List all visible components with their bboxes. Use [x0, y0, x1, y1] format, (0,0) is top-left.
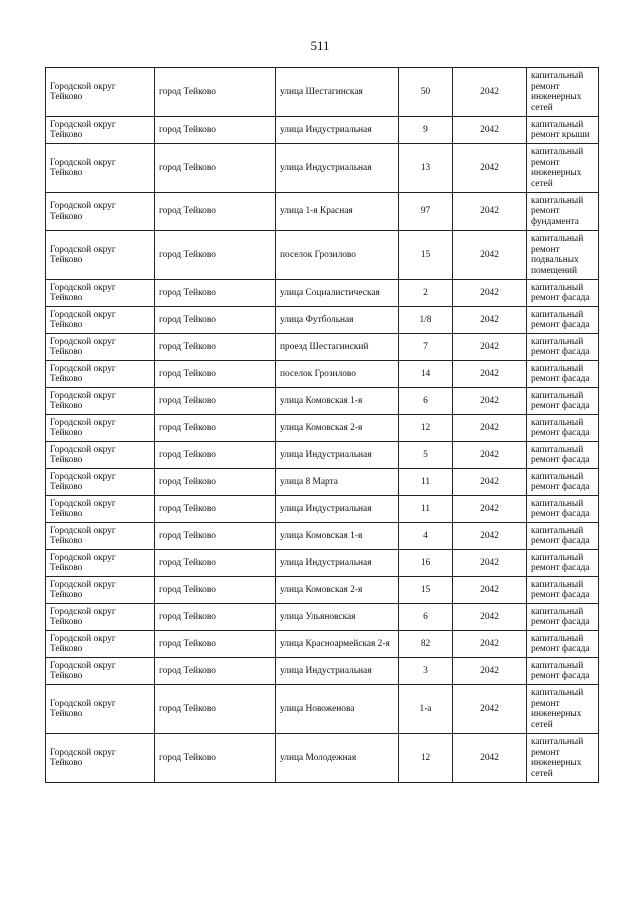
house-cell: 6	[399, 604, 453, 631]
city-cell: город Тейково	[155, 577, 276, 604]
year-cell: 2042	[453, 280, 527, 307]
table-row	[46, 442, 599, 469]
city-cell: город Тейково	[155, 231, 276, 280]
street-cell: улица Индустриальная	[276, 117, 399, 144]
year-cell: 2042	[453, 117, 527, 144]
work-cell: капитальный ремонт фасада	[527, 415, 599, 442]
city-cell: город Тейково	[155, 361, 276, 388]
okrug-cell: Городской округ Тейково	[46, 550, 155, 577]
city-cell: город Тейково	[155, 388, 276, 415]
okrug-cell: Городской округ Тейково	[46, 685, 155, 734]
house-cell: 1/8	[399, 307, 453, 334]
year-cell: 2042	[453, 442, 527, 469]
house-cell: 97	[399, 193, 453, 231]
year-cell: 2042	[453, 361, 527, 388]
house-cell: 16	[399, 550, 453, 577]
city-cell: город Тейково	[155, 280, 276, 307]
okrug-cell: Городской округ Тейково	[46, 334, 155, 361]
street-cell: улица Футбольная	[276, 307, 399, 334]
year-cell: 2042	[453, 734, 527, 783]
registry-table	[45, 67, 599, 783]
year-cell: 2042	[453, 631, 527, 658]
house-cell: 7	[399, 334, 453, 361]
table-row	[46, 144, 599, 193]
city-cell: город Тейково	[155, 734, 276, 783]
house-cell: 82	[399, 631, 453, 658]
okrug-cell: Городской округ Тейково	[46, 496, 155, 523]
street-cell: улица Ульяновская	[276, 604, 399, 631]
work-cell: капитальный ремонт фасада	[527, 307, 599, 334]
house-cell: 50	[399, 68, 453, 117]
work-cell: капитальный ремонт инженерных сетей	[527, 144, 599, 193]
table-row	[46, 280, 599, 307]
street-cell: улица Индустриальная	[276, 658, 399, 685]
city-cell: город Тейково	[155, 604, 276, 631]
street-cell: поселок Грозилово	[276, 361, 399, 388]
okrug-cell: Городской округ Тейково	[46, 469, 155, 496]
work-cell: капитальный ремонт фасада	[527, 658, 599, 685]
house-cell: 12	[399, 415, 453, 442]
work-cell: капитальный ремонт инженерных сетей	[527, 734, 599, 783]
work-cell: капитальный ремонт фасада	[527, 577, 599, 604]
table-row	[46, 334, 599, 361]
street-cell: улица Шестагинская	[276, 68, 399, 117]
table-row	[46, 604, 599, 631]
city-cell: город Тейково	[155, 658, 276, 685]
street-cell: улица 8 Марта	[276, 469, 399, 496]
house-cell: 2	[399, 280, 453, 307]
street-cell: улица Индустриальная	[276, 550, 399, 577]
page-number: 511	[310, 38, 330, 53]
work-cell: капитальный ремонт фасада	[527, 361, 599, 388]
table-row	[46, 496, 599, 523]
okrug-cell: Городской округ Тейково	[46, 631, 155, 658]
house-cell: 15	[399, 231, 453, 280]
okrug-cell: Городской округ Тейково	[46, 388, 155, 415]
okrug-cell: Городской округ Тейково	[46, 658, 155, 685]
table-row	[46, 388, 599, 415]
work-cell: капитальный ремонт фасада	[527, 550, 599, 577]
street-cell: улица Индустриальная	[276, 144, 399, 193]
house-cell: 9	[399, 117, 453, 144]
table-row	[46, 734, 599, 783]
house-cell: 13	[399, 144, 453, 193]
street-cell: поселок Грозилово	[276, 231, 399, 280]
house-cell: 11	[399, 469, 453, 496]
street-cell: улица Комовская 2-я	[276, 577, 399, 604]
okrug-cell: Городской округ Тейково	[46, 523, 155, 550]
street-cell: проезд Шестагинский	[276, 334, 399, 361]
year-cell: 2042	[453, 231, 527, 280]
okrug-cell: Городской округ Тейково	[46, 442, 155, 469]
work-cell: капитальный ремонт фасада	[527, 523, 599, 550]
okrug-cell: Городской округ Тейково	[46, 117, 155, 144]
city-cell: город Тейково	[155, 307, 276, 334]
house-cell: 3	[399, 658, 453, 685]
work-cell: капитальный ремонт фасада	[527, 334, 599, 361]
work-cell: капитальный ремонт фасада	[527, 631, 599, 658]
work-cell: капитальный ремонт фасада	[527, 496, 599, 523]
table-row	[46, 469, 599, 496]
okrug-cell: Городской округ Тейково	[46, 577, 155, 604]
house-cell: 4	[399, 523, 453, 550]
year-cell: 2042	[453, 658, 527, 685]
year-cell: 2042	[453, 496, 527, 523]
city-cell: город Тейково	[155, 685, 276, 734]
year-cell: 2042	[453, 604, 527, 631]
table-row	[46, 117, 599, 144]
house-cell: 1-а	[399, 685, 453, 734]
city-cell: город Тейково	[155, 523, 276, 550]
year-cell: 2042	[453, 577, 527, 604]
okrug-cell: Городской округ Тейково	[46, 231, 155, 280]
house-cell: 15	[399, 577, 453, 604]
year-cell: 2042	[453, 685, 527, 734]
street-cell: улица 1-я Красная	[276, 193, 399, 231]
table-row	[46, 550, 599, 577]
street-cell: улица Комовская 2-я	[276, 415, 399, 442]
house-cell: 12	[399, 734, 453, 783]
year-cell: 2042	[453, 388, 527, 415]
year-cell: 2042	[453, 307, 527, 334]
city-cell: город Тейково	[155, 442, 276, 469]
work-cell: капитальный ремонт фундамента	[527, 193, 599, 231]
okrug-cell: Городской округ Тейково	[46, 280, 155, 307]
city-cell: город Тейково	[155, 144, 276, 193]
street-cell: улица Молодежная	[276, 734, 399, 783]
street-cell: улица Индустриальная	[276, 496, 399, 523]
year-cell: 2042	[453, 144, 527, 193]
year-cell: 2042	[453, 469, 527, 496]
street-cell: улица Новоженова	[276, 685, 399, 734]
house-cell: 11	[399, 496, 453, 523]
work-cell: капитальный ремонт фасада	[527, 604, 599, 631]
street-cell: улица Комовская 1-я	[276, 523, 399, 550]
okrug-cell: Городской округ Тейково	[46, 361, 155, 388]
year-cell: 2042	[453, 68, 527, 117]
city-cell: город Тейково	[155, 496, 276, 523]
table-row	[46, 577, 599, 604]
okrug-cell: Городской округ Тейково	[46, 68, 155, 117]
okrug-cell: Городской округ Тейково	[46, 734, 155, 783]
street-cell: улица Индустриальная	[276, 442, 399, 469]
table-row	[46, 631, 599, 658]
table-row	[46, 658, 599, 685]
city-cell: город Тейково	[155, 415, 276, 442]
work-cell: капитальный ремонт фасада	[527, 388, 599, 415]
work-cell: капитальный ремонт фасада	[527, 469, 599, 496]
work-cell: капитальный ремонт подвальных помещений	[527, 231, 599, 280]
street-cell: улица Комовская 1-я	[276, 388, 399, 415]
table-row	[46, 415, 599, 442]
okrug-cell: Городской округ Тейково	[46, 604, 155, 631]
year-cell: 2042	[453, 523, 527, 550]
table-row	[46, 307, 599, 334]
city-cell: город Тейково	[155, 193, 276, 231]
year-cell: 2042	[453, 193, 527, 231]
city-cell: город Тейково	[155, 469, 276, 496]
house-cell: 5	[399, 442, 453, 469]
okrug-cell: Городской округ Тейково	[46, 144, 155, 193]
table-row	[46, 685, 599, 734]
table-row	[46, 68, 599, 117]
okrug-cell: Городской округ Тейково	[46, 193, 155, 231]
street-cell: улица Социалистическая	[276, 280, 399, 307]
work-cell: капитальный ремонт фасада	[527, 280, 599, 307]
city-cell: город Тейково	[155, 334, 276, 361]
work-cell: капитальный ремонт инженерных сетей	[527, 68, 599, 117]
city-cell: город Тейково	[155, 631, 276, 658]
house-cell: 6	[399, 388, 453, 415]
okrug-cell: Городской округ Тейково	[46, 307, 155, 334]
house-cell: 14	[399, 361, 453, 388]
year-cell: 2042	[453, 550, 527, 577]
table-row	[46, 523, 599, 550]
city-cell: город Тейково	[155, 68, 276, 117]
work-cell: капитальный ремонт крыши	[527, 117, 599, 144]
table-row	[46, 361, 599, 388]
work-cell: капитальный ремонт инженерных сетей	[527, 685, 599, 734]
work-cell: капитальный ремонт фасада	[527, 442, 599, 469]
table-row	[46, 231, 599, 280]
street-cell: улица Красноармейская 2-я	[276, 631, 399, 658]
year-cell: 2042	[453, 334, 527, 361]
city-cell: город Тейково	[155, 550, 276, 577]
year-cell: 2042	[453, 415, 527, 442]
city-cell: город Тейково	[155, 117, 276, 144]
table-row	[46, 193, 599, 231]
okrug-cell: Городской округ Тейково	[46, 415, 155, 442]
